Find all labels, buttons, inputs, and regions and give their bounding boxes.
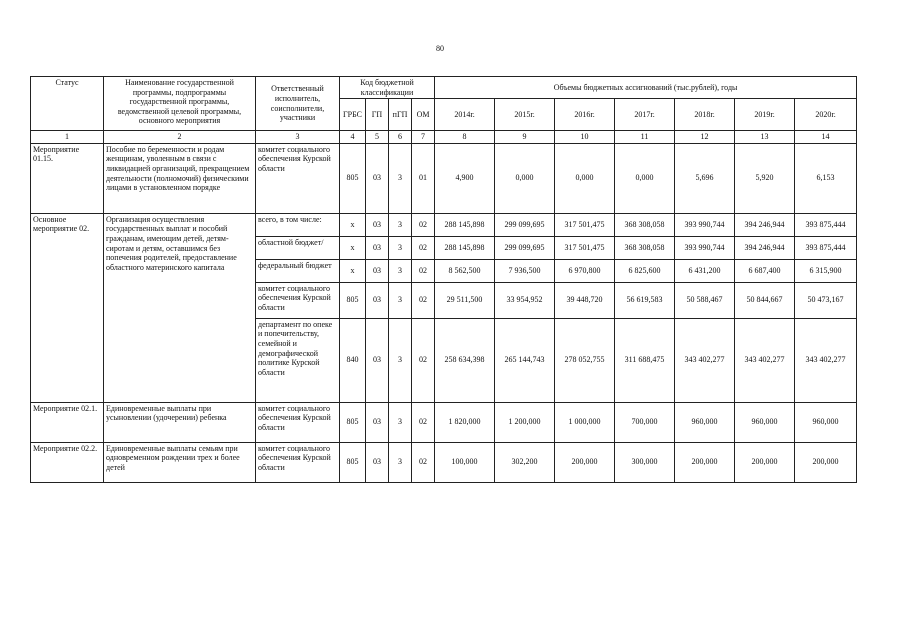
- row-responsible: комитет социального обеспечения Курской области: [256, 282, 340, 318]
- row-grbs: 805: [340, 442, 366, 482]
- row-om: 02: [412, 442, 435, 482]
- row-value: 50 588,467: [675, 282, 735, 318]
- row-name: Единовременные выплаты при усыновлении (удочерении) ребенка: [104, 402, 256, 442]
- row-grbs: х: [340, 236, 366, 259]
- header-year: 2016г.: [555, 99, 615, 131]
- header-grbs: ГРБС: [340, 99, 366, 131]
- column-number: 12: [675, 131, 735, 144]
- row-grbs: 805: [340, 282, 366, 318]
- row-value: 4,900: [435, 143, 495, 213]
- row-value: 258 634,398: [435, 318, 495, 402]
- column-number: 5: [366, 131, 389, 144]
- column-number-row: [31, 131, 857, 144]
- header-gp: ГП: [366, 99, 389, 131]
- column-number: 13: [735, 131, 795, 144]
- header-budget-code: Код бюджетной классификации: [340, 77, 435, 99]
- row-value: 300,000: [615, 442, 675, 482]
- header-row-top: [31, 77, 857, 99]
- header-year: 2019г.: [735, 99, 795, 131]
- row-value: 960,000: [735, 402, 795, 442]
- row-name: Единовременные выплаты семьям при одновременном рождении трех и более детей: [104, 442, 256, 482]
- row-value: 343 402,277: [795, 318, 857, 402]
- row-status: Мероприятие 02.1.: [31, 402, 104, 442]
- row-value: 56 619,583: [615, 282, 675, 318]
- row-value: 200,000: [555, 442, 615, 482]
- row-pgp: 3: [389, 282, 412, 318]
- column-number: 3: [256, 131, 340, 144]
- row-value: 5,696: [675, 143, 735, 213]
- row-value: 343 402,277: [675, 318, 735, 402]
- column-number: 1: [31, 131, 104, 144]
- row-gp: 03: [366, 318, 389, 402]
- row-responsible: областной бюджет/: [256, 236, 340, 259]
- row-responsible: всего, в том числе:: [256, 213, 340, 236]
- row-value: 1 820,000: [435, 402, 495, 442]
- row-value: 299 099,695: [495, 213, 555, 236]
- row-om: 02: [412, 282, 435, 318]
- row-value: 368 308,058: [615, 236, 675, 259]
- row-status: Мероприятие 02.2.: [31, 442, 104, 482]
- row-grbs: 805: [340, 143, 366, 213]
- row-gp: 03: [366, 259, 389, 282]
- row-value: 960,000: [675, 402, 735, 442]
- row-value: 393 875,444: [795, 236, 857, 259]
- row-value: 317 501,475: [555, 236, 615, 259]
- row-value: 343 402,277: [735, 318, 795, 402]
- row-value: 0,000: [615, 143, 675, 213]
- table-row: [31, 213, 857, 236]
- row-responsible: федеральный бюджет: [256, 259, 340, 282]
- row-value: 394 246,944: [735, 213, 795, 236]
- row-name: Пособие по беременности и родам женщинам, уволенным в связи с ликвидацией организаций, прекращением деятельности (полномочий) физическими лицами в установленном порядке: [104, 143, 256, 213]
- header-pgp: пГП: [389, 99, 412, 131]
- table-row: [31, 442, 857, 482]
- row-value: 33 954,952: [495, 282, 555, 318]
- row-value: 317 501,475: [555, 213, 615, 236]
- row-value: 6 687,400: [735, 259, 795, 282]
- row-om: 02: [412, 402, 435, 442]
- row-value: 200,000: [675, 442, 735, 482]
- row-value: 5,920: [735, 143, 795, 213]
- row-status: Мероприятие 01.15.: [31, 143, 104, 213]
- row-value: 311 688,475: [615, 318, 675, 402]
- row-pgp: 3: [389, 318, 412, 402]
- row-value: 7 936,500: [495, 259, 555, 282]
- table-row: [31, 402, 857, 442]
- row-responsible: департамент по опеке и попечительству, семейной и демографической политике Курской области: [256, 318, 340, 402]
- header-year: 2017г.: [615, 99, 675, 131]
- row-value: 288 145,898: [435, 213, 495, 236]
- row-value: 1 200,000: [495, 402, 555, 442]
- row-value: 700,000: [615, 402, 675, 442]
- row-responsible: комитет социального обеспечения Курской области: [256, 442, 340, 482]
- row-pgp: 3: [389, 236, 412, 259]
- row-pgp: 3: [389, 402, 412, 442]
- row-gp: 03: [366, 213, 389, 236]
- row-value: 100,000: [435, 442, 495, 482]
- column-number: 7: [412, 131, 435, 144]
- header-year: 2018г.: [675, 99, 735, 131]
- column-number: 6: [389, 131, 412, 144]
- row-pgp: 3: [389, 143, 412, 213]
- row-value: 50 473,167: [795, 282, 857, 318]
- header-name: Наименование государственной программы, подпрограммы государственной программы, ведомственной целевой программы, основного мероприятия: [104, 77, 256, 131]
- row-om: 02: [412, 236, 435, 259]
- column-number: 10: [555, 131, 615, 144]
- column-number: 4: [340, 131, 366, 144]
- row-pgp: 3: [389, 442, 412, 482]
- row-grbs: х: [340, 259, 366, 282]
- row-om: 02: [412, 318, 435, 402]
- row-value: 960,000: [795, 402, 857, 442]
- header-year: 2014г.: [435, 99, 495, 131]
- page-number: 80: [436, 44, 444, 53]
- row-value: 6 825,600: [615, 259, 675, 282]
- row-value: 0,000: [555, 143, 615, 213]
- row-responsible: комитет социального обеспечения Курской области: [256, 402, 340, 442]
- row-om: 02: [412, 213, 435, 236]
- column-number: 8: [435, 131, 495, 144]
- row-gp: 03: [366, 442, 389, 482]
- row-value: 6 970,800: [555, 259, 615, 282]
- row-om: 02: [412, 259, 435, 282]
- header-status: Статус: [31, 77, 104, 131]
- row-value: 39 448,720: [555, 282, 615, 318]
- row-value: 265 144,743: [495, 318, 555, 402]
- row-grbs: 805: [340, 402, 366, 442]
- row-value: 0,000: [495, 143, 555, 213]
- row-grbs: 840: [340, 318, 366, 402]
- row-value: 302,200: [495, 442, 555, 482]
- row-pgp: 3: [389, 213, 412, 236]
- row-grbs: х: [340, 213, 366, 236]
- header-om: ОМ: [412, 99, 435, 131]
- row-value: 50 844,667: [735, 282, 795, 318]
- header-year: 2020г.: [795, 99, 857, 131]
- row-value: 393 990,744: [675, 213, 735, 236]
- column-number: 11: [615, 131, 675, 144]
- row-value: 368 308,058: [615, 213, 675, 236]
- row-gp: 03: [366, 282, 389, 318]
- row-value: 6 431,200: [675, 259, 735, 282]
- row-value: 8 562,500: [435, 259, 495, 282]
- row-value: 6 315,900: [795, 259, 857, 282]
- row-value: 299 099,695: [495, 236, 555, 259]
- row-value: 29 511,500: [435, 282, 495, 318]
- header-year: 2015г.: [495, 99, 555, 131]
- row-value: 6,153: [795, 143, 857, 213]
- row-status: Основное мероприятие 02.: [31, 213, 104, 402]
- row-value: 393 875,444: [795, 213, 857, 236]
- row-gp: 03: [366, 236, 389, 259]
- row-om: 01: [412, 143, 435, 213]
- column-number: 9: [495, 131, 555, 144]
- row-pgp: 3: [389, 259, 412, 282]
- budget-table: [30, 76, 857, 483]
- row-value: 1 000,000: [555, 402, 615, 442]
- table-row: [31, 143, 857, 213]
- column-number: 14: [795, 131, 857, 144]
- row-value: 200,000: [795, 442, 857, 482]
- header-responsible: Ответственный исполнитель, соисполнители, участники: [256, 77, 340, 131]
- row-value: 393 990,744: [675, 236, 735, 259]
- row-responsible: комитет социального обеспечения Курской области: [256, 143, 340, 213]
- row-value: 288 145,898: [435, 236, 495, 259]
- row-value: 200,000: [735, 442, 795, 482]
- row-name: Организация осуществления государственных выплат и пособий гражданам, имеющим детей, детям-сиротам и детям, оставшимся без попечения родителей, предоставление областного материнского капитала: [104, 213, 256, 402]
- row-gp: 03: [366, 143, 389, 213]
- row-value: 394 246,944: [735, 236, 795, 259]
- header-volumes: Объемы бюджетных ассигнований (тыс.рублей), годы: [435, 77, 857, 99]
- row-gp: 03: [366, 402, 389, 442]
- row-value: 278 052,755: [555, 318, 615, 402]
- column-number: 2: [104, 131, 256, 144]
